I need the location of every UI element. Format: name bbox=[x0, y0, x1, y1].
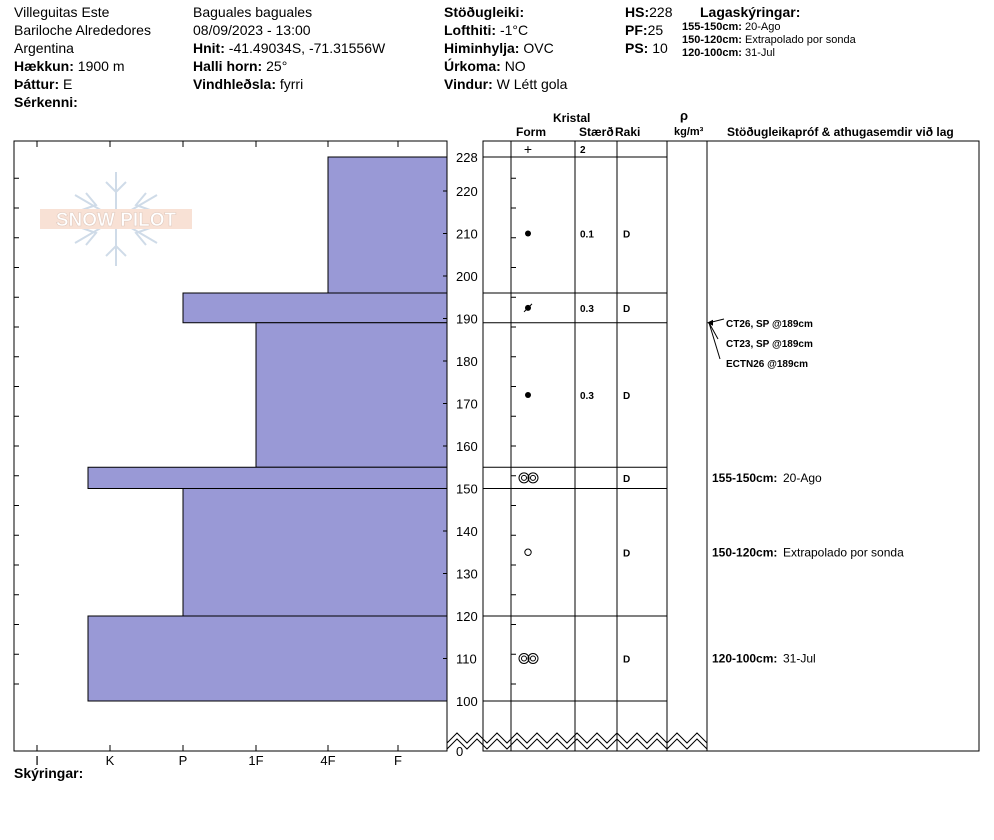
layer-note-range-1: 150-120cm: bbox=[712, 545, 778, 560]
location: Villeguitas Este bbox=[14, 4, 110, 20]
break-zigzag-bottom bbox=[447, 739, 707, 749]
legend-note-0: 20-Ago bbox=[745, 21, 781, 33]
hardness-bar-3 bbox=[88, 467, 447, 488]
y-tick-label-100: 100 bbox=[456, 694, 478, 709]
layers-legend-title: Lagaskýringar: bbox=[700, 4, 801, 20]
x-tick-label-1F: 1F bbox=[248, 753, 264, 768]
y-zero-label: 0 bbox=[456, 744, 464, 759]
test-leader-2 bbox=[709, 323, 720, 359]
break-zigzag-top bbox=[447, 733, 707, 743]
pf-label: PF: bbox=[625, 22, 648, 38]
legend-note-2: 31-Jul bbox=[745, 47, 775, 59]
y-tick-label-120: 120 bbox=[456, 609, 478, 624]
x-tick-label-I: I bbox=[35, 753, 39, 768]
moisture-value-3: D bbox=[623, 473, 631, 485]
air-temp-value: -1°C bbox=[499, 22, 529, 38]
pf-value: 25 bbox=[647, 22, 664, 38]
test-label-0: CT26, SP @189cm bbox=[726, 319, 813, 330]
form-symbol-plus: + bbox=[523, 141, 533, 157]
y-tick-label-170: 170 bbox=[456, 396, 478, 412]
logo-text: SNOW PILOT bbox=[55, 210, 177, 231]
size-value-upper: 0.1 bbox=[580, 229, 594, 241]
elevation-value: 1900 m bbox=[77, 58, 125, 74]
footer-legend-label: Skýringar: bbox=[14, 765, 84, 781]
datetime: 08/09/2023 - 13:00 bbox=[193, 22, 311, 38]
form-symbol-double-circle-inner bbox=[522, 656, 527, 661]
density-symbol: ρ bbox=[680, 108, 689, 123]
y-tick-label-160: 160 bbox=[456, 439, 478, 454]
features-label: Sérkenni: bbox=[14, 94, 78, 110]
slope-value: 25° bbox=[266, 58, 288, 74]
legend-note-1: Extrapolado por sonda bbox=[745, 34, 856, 46]
snowpilot-logo bbox=[40, 172, 192, 266]
layer-note-range-0: 155-150cm: bbox=[712, 470, 778, 485]
moisture-value-upper: D bbox=[623, 229, 631, 241]
legend-range-1: 150-120cm: bbox=[682, 34, 742, 46]
x-tick-label-4F: 4F bbox=[320, 753, 336, 768]
hardness-bar-2 bbox=[256, 323, 447, 468]
tests-title: Stöðugleikapróf & athugasemdir við lag bbox=[727, 125, 954, 139]
aspect-value: E bbox=[63, 76, 73, 92]
y-tick-label-220: 220 bbox=[456, 184, 478, 199]
y-tick-label-190: 190 bbox=[456, 311, 478, 327]
observer: Baguales baguales bbox=[193, 4, 313, 20]
precip-label: Úrkoma: bbox=[444, 58, 501, 74]
wind-loading-value: fyrri bbox=[279, 76, 304, 92]
hardness-bar-0 bbox=[328, 157, 447, 293]
stability-tests bbox=[707, 319, 904, 666]
crystal-title: Kristal bbox=[553, 111, 591, 125]
hardness-bar-5 bbox=[88, 616, 447, 701]
y-tick-label-110: 110 bbox=[456, 651, 477, 667]
y-tick-label-180: 180 bbox=[456, 354, 478, 369]
wind-label: Vindur: bbox=[444, 76, 493, 92]
moisture-value-1: D bbox=[623, 303, 631, 315]
form-symbol-circle bbox=[525, 549, 531, 555]
y-tick-label-140: 140 bbox=[456, 524, 478, 539]
aspect-label: Þáttur: bbox=[14, 76, 60, 92]
x-tick-label-P: P bbox=[178, 753, 188, 768]
hs-label: HS: bbox=[625, 4, 650, 20]
stability-label: Stöðugleiki: bbox=[444, 4, 525, 20]
coords-label: Hnit: bbox=[193, 40, 225, 56]
form-symbol-double-circle-inner bbox=[531, 656, 536, 661]
ps-value: 10 bbox=[652, 40, 668, 56]
layer-note-text-2: 31-Jul bbox=[783, 651, 816, 666]
hardness-bar-4 bbox=[183, 489, 447, 617]
size-value-2: 0.3 bbox=[580, 391, 594, 402]
slope-label: Halli horn: bbox=[193, 58, 263, 74]
moisture-value-2: D bbox=[623, 391, 631, 402]
size-value-0: 2 bbox=[580, 145, 586, 156]
y-tick-label-150: 150 bbox=[456, 481, 478, 497]
wind-value: W Létt gola bbox=[496, 76, 568, 92]
hardness-bar-1 bbox=[183, 293, 447, 323]
layer-note-range-2: 120-100cm: bbox=[712, 651, 778, 666]
y-tick-label-200: 200 bbox=[456, 269, 478, 284]
coords-value: -41.49034S, -71.31556W bbox=[228, 40, 386, 56]
density-unit: kg/m³ bbox=[674, 126, 704, 138]
ps-label: PS: bbox=[625, 40, 649, 56]
moisture-value-4: D bbox=[623, 548, 631, 560]
form-header: Form bbox=[516, 125, 546, 139]
y-tick-label-130: 130 bbox=[456, 566, 478, 582]
size-header: Stærð bbox=[579, 125, 614, 139]
elevation-label: Hækkun: bbox=[14, 58, 74, 74]
legend-range-0: 155-150cm: bbox=[682, 21, 742, 33]
sky-label: Himinhylja: bbox=[444, 40, 520, 56]
y-tick-label-228: 228 bbox=[456, 150, 478, 165]
sky-value: OVC bbox=[523, 40, 554, 56]
air-temp-label: Lofthiti: bbox=[444, 22, 497, 38]
y-tick-label-210: 210 bbox=[456, 226, 478, 242]
legend-range-2: 120-100cm: bbox=[682, 47, 742, 59]
moisture-value-5: D bbox=[623, 654, 631, 666]
hs-value: 228 bbox=[649, 4, 673, 20]
test-label-2: ECTN26 @189cm bbox=[726, 359, 809, 370]
test-label-1: CT23, SP @189cm bbox=[726, 339, 813, 350]
layer-note-text-0: 20-Ago bbox=[783, 470, 822, 485]
region: Bariloche Alrededores bbox=[14, 22, 151, 38]
size-value-1: 0.3 bbox=[580, 303, 594, 315]
form-symbol-double-circle-inner bbox=[522, 475, 527, 480]
layer-note-text-1: Extrapolado por sonda bbox=[783, 545, 904, 560]
form-symbol-dot bbox=[525, 392, 531, 398]
wind-loading-label: Vindhleðsla: bbox=[193, 76, 276, 92]
form-symbol-double-circle-inner bbox=[531, 475, 536, 480]
moisture-header: Raki bbox=[615, 125, 641, 139]
form-symbol-dot-upper bbox=[525, 231, 531, 237]
x-tick-label-F: F bbox=[394, 753, 402, 768]
country: Argentina bbox=[14, 40, 74, 56]
x-tick-label-K: K bbox=[105, 753, 115, 768]
precip-value: NO bbox=[504, 58, 526, 74]
